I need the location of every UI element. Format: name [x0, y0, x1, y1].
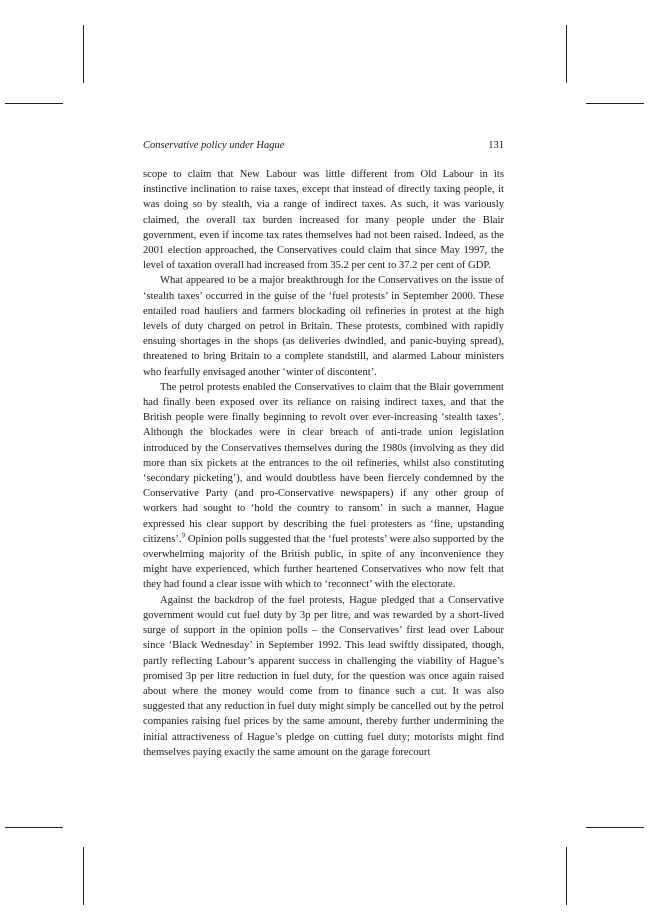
paragraph-text: What appeared to be a major breakthrough for the Conservatives on the issue of ‘stealth taxes’ occurred in the guise of the ‘fuel protests’ in September 2000. These entailed road hauliers and farmers blockading oil refineries in protest at the high levels of duty charged on petrol in Britain. These protests, combined with rapidly ensuing shortages in the shops (as deliveries dwindled, and panic-buying spread), threatened to bring Britain to a complete standstill, and alarmed Labour ministers who fearfully envisaged another ‘winter of discontent’. — [143, 275, 504, 378]
paragraph-text: scope to claim that New Labour was little different from Old Labour in its instinctive inclination to raise taxes, except that instead of directly taxing people, it was doing so by stealth, via a range of indirect taxes. As such, it was variously claimed, the overall tax burden increased for many people under the Blair government, even if income tax rates themselves had not been raised. Indeed, as the 2001 election approached, the Conservatives could claim that since May 1997, the level of taxation overall had increased from 35.2 per cent to 37.2 per cent of GDP. — [143, 169, 504, 272]
paragraph-1 — [143, 167, 504, 273]
book-page — [143, 138, 504, 760]
paragraph-text: Against the backdrop of the fuel protests, Hague pledged that a Conservative government would cut fuel duty by 3p per litre, and was rewarded by a short-lived surge of support in the opinion polls – the Conservatives’ first lead over Labour since ‘Black Wednesday’ in September 1992. This lead swiftly dissipated, though, partly reflecting Labour’s apparent success in challenging the viability of Hague’s promised 3p per litre reduction in fuel duty, for the question was once again raised about where the money would come from to finance such a cut. It was also suggested that any reduction in fuel duty might simply be cancelled out by the petrol companies raising fuel prices by the same amount, thereby further undermining the initial attractiveness of Hague’s pledge on cutting fuel duty; motorists might find themselves paying exactly the same amount on the garage forecourt — [143, 594, 504, 758]
crop-mark-bottom-left-horizontal — [5, 827, 63, 828]
footnote-reference[interactable]: 9 — [181, 531, 186, 540]
crop-mark-top-right-vertical — [566, 25, 567, 83]
crop-mark-top-left-horizontal — [5, 103, 63, 104]
paragraph-text-continued: Opinion polls suggested that the ‘fuel protests’ were also supported by the overwhelming majority of the British public, in spite of any inconvenience they might have experienced, which further heartened Conservatives who now felt that they had found a clear issue with which to ‘reconnect’ with the electorate. — [143, 533, 504, 591]
body-text — [143, 167, 504, 760]
paragraph-2 — [143, 273, 504, 379]
crop-mark-top-left-vertical — [83, 25, 84, 83]
paragraph-4 — [143, 593, 504, 760]
page-number: 131 — [488, 140, 504, 151]
running-head — [143, 138, 504, 154]
crop-mark-bottom-right-vertical — [566, 847, 567, 905]
running-title: Conservative policy under Hague — [143, 140, 285, 151]
crop-mark-top-right-horizontal — [586, 103, 644, 104]
crop-mark-bottom-left-vertical — [83, 847, 84, 905]
crop-mark-bottom-right-horizontal — [586, 827, 644, 828]
paragraph-3 — [143, 380, 504, 593]
paragraph-text: The petrol protests enabled the Conservatives to claim that the Blair government had finally been exposed over its reliance on raising indirect taxes, and that the British people were finally beginning to revolt over ever-increasing ‘stealth taxes’. Although the blockades were in clear breach of anti-trade union legislation introduced by the Conservatives themselves during the 1980s (involving as they did more than six pickets at the entrances to the oil refineries, whilst also constituting ‘secondary picketing’), and would doubtless have been fiercely condemned by the Conservative Party (and pro-Conservative newspapers) if any other group of workers had sought to ‘hold the country to ransom’ in such a manner, Hague expressed his clear support by describing the fuel protesters as ‘fine, upstanding citizens’. — [143, 381, 504, 545]
